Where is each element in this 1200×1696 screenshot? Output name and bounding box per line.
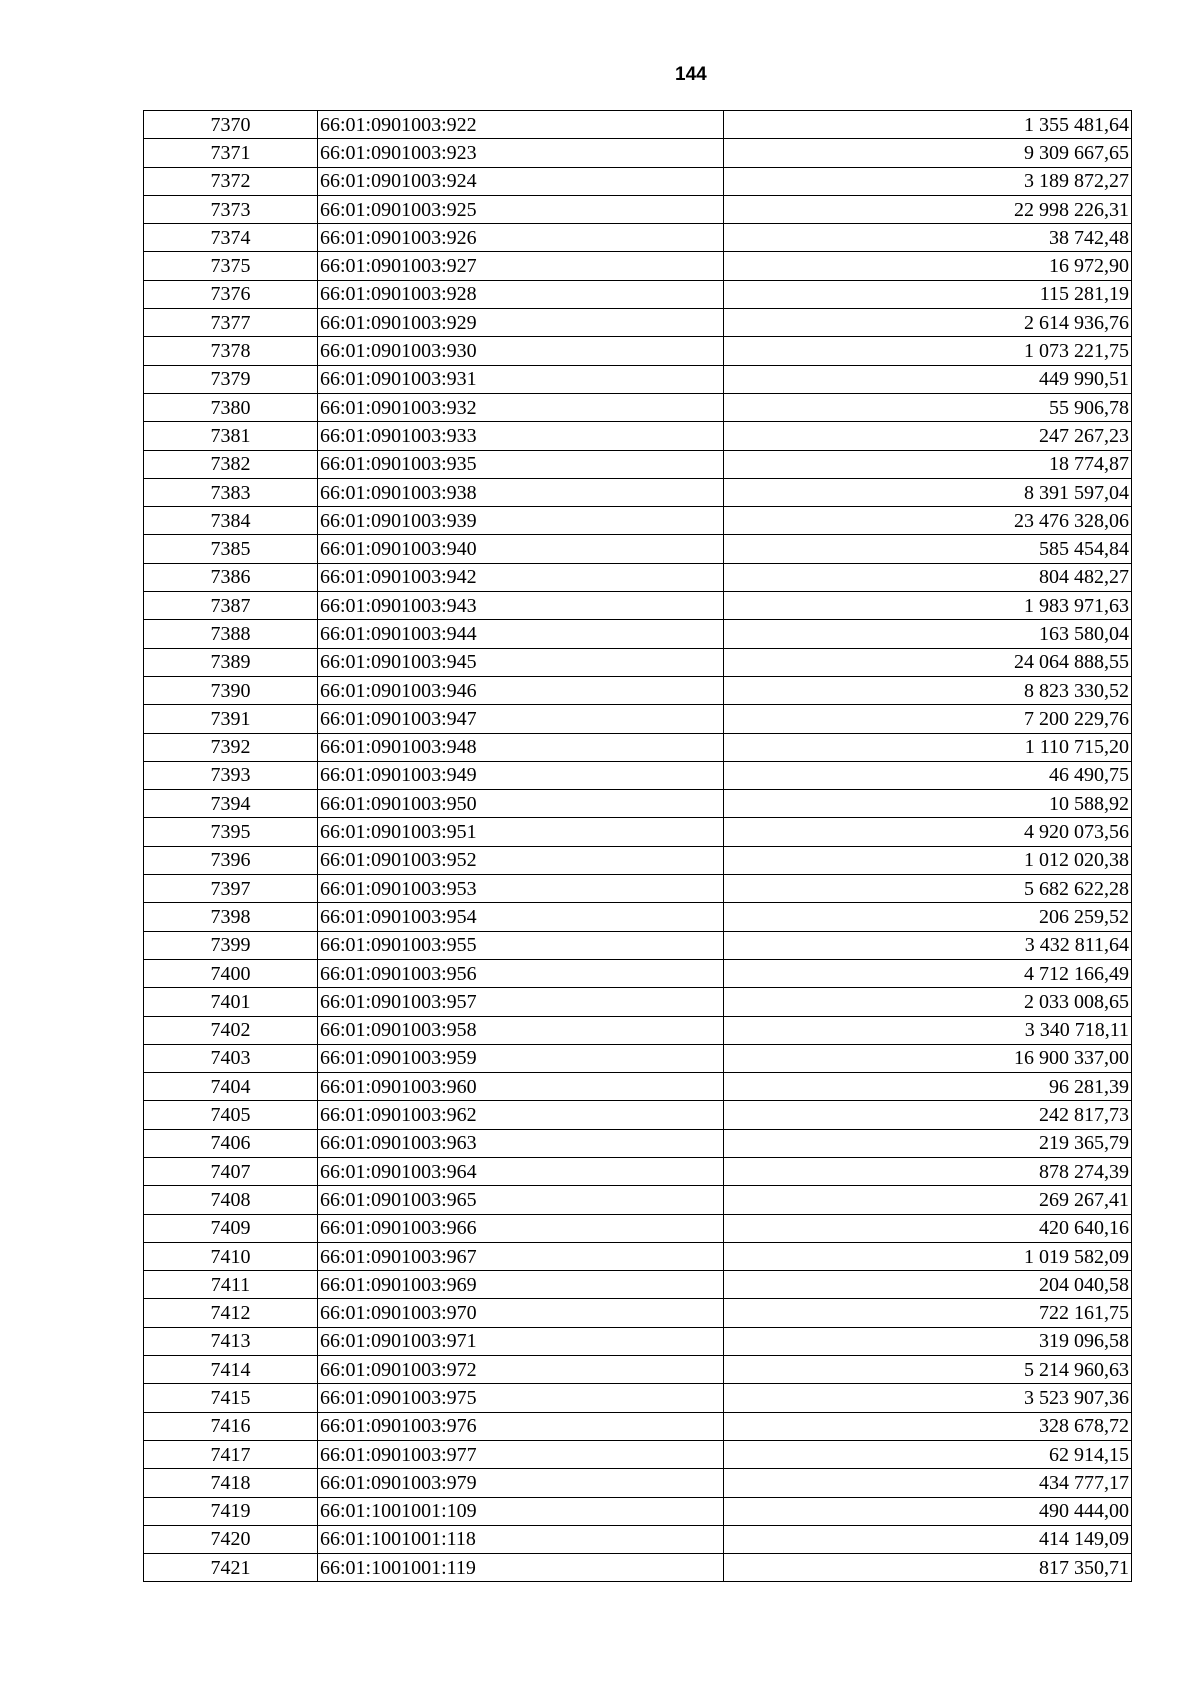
row-number-cell: 7400 xyxy=(144,959,318,987)
table-row xyxy=(144,1214,1132,1242)
cadastral-number-cell: 66:01:1001001:109 xyxy=(318,1497,724,1525)
cadastral-number-cell: 66:01:0901003:976 xyxy=(318,1412,724,1440)
row-number-cell: 7409 xyxy=(144,1214,318,1242)
cadastral-value-cell: 328 678,72 xyxy=(724,1412,1132,1440)
table-row xyxy=(144,563,1132,591)
row-number-cell: 7408 xyxy=(144,1186,318,1214)
row-number-cell: 7371 xyxy=(144,139,318,167)
cadastral-number-cell: 66:01:0901003:962 xyxy=(318,1101,724,1129)
cadastral-value-cell: 16 900 337,00 xyxy=(724,1044,1132,1072)
row-number-cell: 7381 xyxy=(144,422,318,450)
cadastral-number-cell: 66:01:0901003:966 xyxy=(318,1214,724,1242)
row-number-cell: 7394 xyxy=(144,790,318,818)
cadastral-number-cell: 66:01:0901003:929 xyxy=(318,309,724,337)
row-number-cell: 7414 xyxy=(144,1356,318,1384)
row-number-cell: 7397 xyxy=(144,875,318,903)
cadastral-value-cell: 3 523 907,36 xyxy=(724,1384,1132,1412)
table-row xyxy=(144,478,1132,506)
cadastral-number-cell: 66:01:0901003:940 xyxy=(318,535,724,563)
table-row xyxy=(144,931,1132,959)
cadastral-number-cell: 66:01:0901003:928 xyxy=(318,280,724,308)
cadastral-number-cell: 66:01:0901003:970 xyxy=(318,1299,724,1327)
cadastral-value-cell: 18 774,87 xyxy=(724,450,1132,478)
cadastral-number-cell: 66:01:0901003:963 xyxy=(318,1129,724,1157)
table-row xyxy=(144,1299,1132,1327)
row-number-cell: 7372 xyxy=(144,167,318,195)
cadastral-value-cell: 1 012 020,38 xyxy=(724,846,1132,874)
cadastral-value-cell: 878 274,39 xyxy=(724,1157,1132,1185)
cadastral-number-cell: 66:01:0901003:951 xyxy=(318,818,724,846)
row-number-cell: 7415 xyxy=(144,1384,318,1412)
cadastral-number-cell: 66:01:0901003:979 xyxy=(318,1469,724,1497)
table-row xyxy=(144,1497,1132,1525)
cadastral-value-cell: 22 998 226,31 xyxy=(724,195,1132,223)
cadastral-value-cell: 8 391 597,04 xyxy=(724,478,1132,506)
cadastral-value-cell: 96 281,39 xyxy=(724,1073,1132,1101)
cadastral-value-cell: 804 482,27 xyxy=(724,563,1132,591)
cadastral-value-cell: 206 259,52 xyxy=(724,903,1132,931)
cadastral-value-cell: 3 432 811,64 xyxy=(724,931,1132,959)
cadastral-number-cell: 66:01:0901003:946 xyxy=(318,676,724,704)
table-row xyxy=(144,1440,1132,1468)
row-number-cell: 7377 xyxy=(144,309,318,337)
cadastral-number-cell: 66:01:0901003:925 xyxy=(318,195,724,223)
row-number-cell: 7405 xyxy=(144,1101,318,1129)
cadastral-number-cell: 66:01:0901003:943 xyxy=(318,592,724,620)
table-row xyxy=(144,1384,1132,1412)
cadastral-number-cell: 66:01:0901003:942 xyxy=(318,563,724,591)
row-number-cell: 7419 xyxy=(144,1497,318,1525)
cadastral-value-cell: 4 712 166,49 xyxy=(724,959,1132,987)
table-row xyxy=(144,1327,1132,1355)
cadastral-number-cell: 66:01:0901003:964 xyxy=(318,1157,724,1185)
cadastral-value-cell: 23 476 328,06 xyxy=(724,507,1132,535)
cadastral-number-cell: 66:01:0901003:950 xyxy=(318,790,724,818)
table-row xyxy=(144,592,1132,620)
table-row xyxy=(144,393,1132,421)
cadastral-value-cell: 4 920 073,56 xyxy=(724,818,1132,846)
table-row xyxy=(144,1242,1132,1270)
cadastral-number-cell: 66:01:0901003:948 xyxy=(318,733,724,761)
cadastral-value-cell: 1 355 481,64 xyxy=(724,111,1132,139)
table-row xyxy=(144,1469,1132,1497)
table-row xyxy=(144,875,1132,903)
row-number-cell: 7410 xyxy=(144,1242,318,1270)
table-row xyxy=(144,1412,1132,1440)
row-number-cell: 7376 xyxy=(144,280,318,308)
row-number-cell: 7382 xyxy=(144,450,318,478)
table-row xyxy=(144,224,1132,252)
row-number-cell: 7421 xyxy=(144,1554,318,1582)
row-number-cell: 7393 xyxy=(144,761,318,789)
row-number-cell: 7380 xyxy=(144,393,318,421)
table-row xyxy=(144,167,1132,195)
table-row xyxy=(144,535,1132,563)
table-row xyxy=(144,648,1132,676)
row-number-cell: 7416 xyxy=(144,1412,318,1440)
row-number-cell: 7417 xyxy=(144,1440,318,1468)
table-row xyxy=(144,139,1132,167)
cadastral-number-cell: 66:01:0901003:969 xyxy=(318,1271,724,1299)
cadastral-value-cell: 163 580,04 xyxy=(724,620,1132,648)
cadastral-value-cell: 1 110 715,20 xyxy=(724,733,1132,761)
table-row xyxy=(144,1157,1132,1185)
page-number: 144 xyxy=(675,64,707,85)
cadastral-value-cell: 5 682 622,28 xyxy=(724,875,1132,903)
cadastral-number-cell: 66:01:0901003:932 xyxy=(318,393,724,421)
cadastral-value-cell: 490 444,00 xyxy=(724,1497,1132,1525)
cadastral-value-cell: 16 972,90 xyxy=(724,252,1132,280)
row-number-cell: 7370 xyxy=(144,111,318,139)
table-row xyxy=(144,988,1132,1016)
table-row xyxy=(144,1129,1132,1157)
table-row xyxy=(144,620,1132,648)
table-row xyxy=(144,761,1132,789)
table-row xyxy=(144,818,1132,846)
cadastral-value-cell: 204 040,58 xyxy=(724,1271,1132,1299)
table-row xyxy=(144,903,1132,931)
cadastral-number-cell: 66:01:0901003:971 xyxy=(318,1327,724,1355)
cadastral-number-cell: 66:01:0901003:957 xyxy=(318,988,724,1016)
cadastral-value-cell: 242 817,73 xyxy=(724,1101,1132,1129)
table-row xyxy=(144,507,1132,535)
table-row xyxy=(144,1525,1132,1553)
cadastral-value-cell: 5 214 960,63 xyxy=(724,1356,1132,1384)
table-row xyxy=(144,252,1132,280)
cadastral-value-cell: 3 189 872,27 xyxy=(724,167,1132,195)
table-row xyxy=(144,676,1132,704)
cadastral-value-cell: 1 073 221,75 xyxy=(724,337,1132,365)
cadastral-number-cell: 66:01:0901003:947 xyxy=(318,705,724,733)
row-number-cell: 7386 xyxy=(144,563,318,591)
cadastral-value-cell: 434 777,17 xyxy=(724,1469,1132,1497)
table-row xyxy=(144,365,1132,393)
cadastral-value-cell: 2 614 936,76 xyxy=(724,309,1132,337)
cadastral-value-cell: 24 064 888,55 xyxy=(724,648,1132,676)
row-number-cell: 7398 xyxy=(144,903,318,931)
row-number-cell: 7418 xyxy=(144,1469,318,1497)
cadastral-number-cell: 66:01:0901003:944 xyxy=(318,620,724,648)
row-number-cell: 7413 xyxy=(144,1327,318,1355)
cadastral-number-cell: 66:01:0901003:952 xyxy=(318,846,724,874)
row-number-cell: 7412 xyxy=(144,1299,318,1327)
row-number-cell: 7392 xyxy=(144,733,318,761)
row-number-cell: 7420 xyxy=(144,1525,318,1553)
cadastral-value-cell: 247 267,23 xyxy=(724,422,1132,450)
row-number-cell: 7387 xyxy=(144,592,318,620)
row-number-cell: 7385 xyxy=(144,535,318,563)
row-number-cell: 7391 xyxy=(144,705,318,733)
row-number-cell: 7395 xyxy=(144,818,318,846)
table-row xyxy=(144,195,1132,223)
cadastral-number-cell: 66:01:0901003:977 xyxy=(318,1440,724,1468)
cadastral-number-cell: 66:01:0901003:930 xyxy=(318,337,724,365)
cadastral-value-cell: 319 096,58 xyxy=(724,1327,1132,1355)
cadastral-number-cell: 66:01:1001001:119 xyxy=(318,1554,724,1582)
row-number-cell: 7375 xyxy=(144,252,318,280)
cadastral-value-cell: 115 281,19 xyxy=(724,280,1132,308)
cadastral-value-cell: 269 267,41 xyxy=(724,1186,1132,1214)
cadastral-number-cell: 66:01:0901003:975 xyxy=(318,1384,724,1412)
row-number-cell: 7407 xyxy=(144,1157,318,1185)
row-number-cell: 7379 xyxy=(144,365,318,393)
cadastral-value-cell: 9 309 667,65 xyxy=(724,139,1132,167)
cadastral-value-table xyxy=(143,110,1132,1582)
cadastral-value-cell: 55 906,78 xyxy=(724,393,1132,421)
table-row xyxy=(144,309,1132,337)
cadastral-number-cell: 66:01:0901003:960 xyxy=(318,1073,724,1101)
table-row xyxy=(144,280,1132,308)
cadastral-number-cell: 66:01:0901003:945 xyxy=(318,648,724,676)
table-row xyxy=(144,450,1132,478)
cadastral-value-cell: 3 340 718,11 xyxy=(724,1016,1132,1044)
cadastral-value-cell: 1 983 971,63 xyxy=(724,592,1132,620)
cadastral-value-cell: 10 588,92 xyxy=(724,790,1132,818)
cadastral-value-cell: 7 200 229,76 xyxy=(724,705,1132,733)
table-row xyxy=(144,790,1132,818)
cadastral-value-cell: 420 640,16 xyxy=(724,1214,1132,1242)
cadastral-number-cell: 66:01:0901003:933 xyxy=(318,422,724,450)
cadastral-number-cell: 66:01:0901003:954 xyxy=(318,903,724,931)
table-row xyxy=(144,1271,1132,1299)
cadastral-number-cell: 66:01:0901003:924 xyxy=(318,167,724,195)
row-number-cell: 7401 xyxy=(144,988,318,1016)
row-number-cell: 7399 xyxy=(144,931,318,959)
table-row xyxy=(144,1101,1132,1129)
table-row xyxy=(144,1356,1132,1384)
cadastral-value-cell: 817 350,71 xyxy=(724,1554,1132,1582)
cadastral-number-cell: 66:01:0901003:953 xyxy=(318,875,724,903)
row-number-cell: 7390 xyxy=(144,676,318,704)
cadastral-value-cell: 585 454,84 xyxy=(724,535,1132,563)
cadastral-value-cell: 8 823 330,52 xyxy=(724,676,1132,704)
cadastral-value-cell: 722 161,75 xyxy=(724,1299,1132,1327)
table-row xyxy=(144,959,1132,987)
table-row xyxy=(144,337,1132,365)
cadastral-number-cell: 66:01:0901003:935 xyxy=(318,450,724,478)
table-row xyxy=(144,705,1132,733)
cadastral-value-cell: 1 019 582,09 xyxy=(724,1242,1132,1270)
cadastral-value-cell: 46 490,75 xyxy=(724,761,1132,789)
row-number-cell: 7403 xyxy=(144,1044,318,1072)
row-number-cell: 7406 xyxy=(144,1129,318,1157)
cadastral-number-cell: 66:01:0901003:939 xyxy=(318,507,724,535)
row-number-cell: 7374 xyxy=(144,224,318,252)
cadastral-number-cell: 66:01:0901003:926 xyxy=(318,224,724,252)
cadastral-number-cell: 66:01:0901003:956 xyxy=(318,959,724,987)
cadastral-number-cell: 66:01:0901003:922 xyxy=(318,111,724,139)
row-number-cell: 7388 xyxy=(144,620,318,648)
table-row xyxy=(144,1186,1132,1214)
cadastral-number-cell: 66:01:0901003:972 xyxy=(318,1356,724,1384)
table-body xyxy=(144,111,1132,1582)
row-number-cell: 7402 xyxy=(144,1016,318,1044)
cadastral-number-cell: 66:01:0901003:931 xyxy=(318,365,724,393)
cadastral-value-cell: 62 914,15 xyxy=(724,1440,1132,1468)
cadastral-number-cell: 66:01:0901003:923 xyxy=(318,139,724,167)
cadastral-value-cell: 219 365,79 xyxy=(724,1129,1132,1157)
cadastral-number-cell: 66:01:0901003:949 xyxy=(318,761,724,789)
cadastral-number-cell: 66:01:0901003:967 xyxy=(318,1242,724,1270)
cadastral-number-cell: 66:01:0901003:927 xyxy=(318,252,724,280)
cadastral-value-cell: 414 149,09 xyxy=(724,1525,1132,1553)
cadastral-number-cell: 66:01:1001001:118 xyxy=(318,1525,724,1553)
table-row xyxy=(144,733,1132,761)
row-number-cell: 7396 xyxy=(144,846,318,874)
row-number-cell: 7411 xyxy=(144,1271,318,1299)
cadastral-value-cell: 38 742,48 xyxy=(724,224,1132,252)
row-number-cell: 7404 xyxy=(144,1073,318,1101)
table-row xyxy=(144,1554,1132,1582)
cadastral-number-cell: 66:01:0901003:965 xyxy=(318,1186,724,1214)
cadastral-number-cell: 66:01:0901003:959 xyxy=(318,1044,724,1072)
row-number-cell: 7389 xyxy=(144,648,318,676)
table-row xyxy=(144,1073,1132,1101)
row-number-cell: 7378 xyxy=(144,337,318,365)
cadastral-number-cell: 66:01:0901003:955 xyxy=(318,931,724,959)
table-row xyxy=(144,111,1132,139)
cadastral-value-cell: 449 990,51 xyxy=(724,365,1132,393)
cadastral-number-cell: 66:01:0901003:958 xyxy=(318,1016,724,1044)
row-number-cell: 7383 xyxy=(144,478,318,506)
table-row xyxy=(144,846,1132,874)
table-row xyxy=(144,1044,1132,1072)
row-number-cell: 7373 xyxy=(144,195,318,223)
table-row xyxy=(144,1016,1132,1044)
cadastral-number-cell: 66:01:0901003:938 xyxy=(318,478,724,506)
row-number-cell: 7384 xyxy=(144,507,318,535)
table-row xyxy=(144,422,1132,450)
cadastral-value-cell: 2 033 008,65 xyxy=(724,988,1132,1016)
